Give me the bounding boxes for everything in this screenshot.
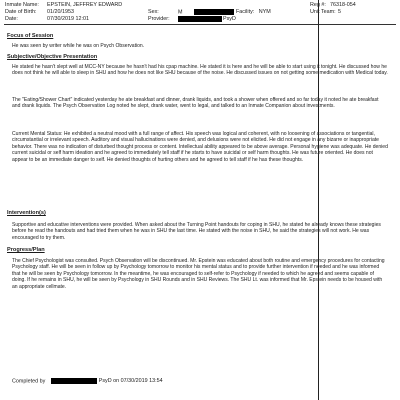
focus-text: He was seen by writer while he was on Psych Observation.: [12, 43, 145, 49]
reg-label: Reg #:: [310, 2, 326, 8]
redaction-bar: [178, 16, 222, 22]
reg-value: 76318-054: [330, 2, 356, 8]
provider-suffix: PsyD: [223, 16, 236, 23]
subjective-paragraph-3: Current Mental Status: He exhibited a neutral mood with a full range of affect. His speech was logical and coherent, with no loosening of associations or tangential, circumstantial or irrelevant speech. Auditory and visual hallucinations were denied, and delusions were not elicited. He did not engage in any bizarre or inappropriate behavior. There was no indication of disturbed thought process or content. Intellectual ability appeared to be above average. Personal hygiene was adequate. He denied current suicidal or self harm ideation and he agreed to immediately tell staff if he starts to have suicidal or self harm thoughts. He was future oriented. He does not appear to be an immediate danger to self. He denied thoughts of hurting others and he agreed to tell staff if he has these thoughts.: [12, 131, 388, 163]
sex-label: Sex:: [148, 9, 159, 16]
facility-label: Facility:: [236, 9, 255, 16]
header-row-3: [5, 16, 89, 23]
subjective-title: Subjective/Objective Presentation: [7, 54, 98, 60]
subjective-paragraph-2: The "Eating/Shower Chart" indicated yesterday he ate breakfast and dinner, drank liquids, and took a shower when offered and so far today it noted he ate breakfast and drank liquids. The Psych Observation Log noted he slept, drank water, went to legal, and talked to an Inmate Companion about investments.: [12, 97, 379, 110]
redaction-bar: [194, 9, 234, 15]
provider-row: [148, 16, 236, 23]
dob-value: 01/20/1953: [47, 9, 74, 15]
unit-value: 5: [338, 9, 341, 15]
completed-by-suffix: PsyD on 07/30/2019 13:54: [98, 378, 163, 385]
inmate-name-label: Inmate Name:: [5, 2, 39, 8]
interventions-title: Intervention(s): [7, 210, 46, 216]
completed-by-line: [12, 378, 163, 384]
unit-label: Unit Team:: [310, 9, 336, 15]
sex-value: M: [178, 9, 183, 16]
header-row-2: [5, 9, 74, 16]
completed-by-label: Completed by: [12, 378, 46, 385]
scan-fold-line: [318, 0, 319, 400]
subjective-paragraph-1: He stated he hasn't slept well at MCC-NY because he hasn't had his cpap machine. He stated it is here and he will be able to start using it tonight. He discussed how he does not think he will able to sleep in SHU and how he does not like SHU because of the noise. He discussed issues on not getting some medication with Medical today.: [12, 64, 388, 77]
facility-value: NYM: [258, 9, 271, 16]
inmate-name-value: EPSTEIN, JEFFREY EDWARD: [47, 2, 123, 8]
dob-label: Date of Birth:: [5, 9, 37, 15]
interventions-text: Supportive and educative interventions were provided. When asked about the Turning Point handouts for coping in SHU, he stated he already knows these strategies before he read the handouts and had tried them when he was in SHU the last time. He stated with the noise in SHU, he said the strategies will not work. He was encouraged to try them.: [12, 222, 381, 241]
progress-title: Progress/Plan: [7, 247, 45, 253]
header-divider: [4, 24, 396, 25]
date-label: Date:: [5, 16, 18, 22]
redaction-bar: [51, 378, 97, 384]
header-row-1: [5, 2, 122, 9]
focus-title: Focus of Session: [7, 33, 54, 39]
date-value: 07/30/2019 12:01: [47, 16, 89, 22]
reg-row: [310, 2, 356, 9]
unit-row: [310, 9, 341, 16]
progress-text: The Chief Psychologist was consulted. Psych Observation will be discontinued. Mr. Epstein was educated about both routine and emergency procedures for contacting Psychology staff. He will be seen in follow up by Psychology tomorrow to monitor his mental status and to provide further intervention if needed and he was informed that he will be seen by Psychology tomorrow. In the meantime, he was encouraged to self-refer to Psychology if needed to which he agreed and seems capable of doing. If he remains in SHU, he will be seen by Psychology in SHU Rounds and in SHU Reviews. The SHU Lt. was informed that Mr. Epstein needs to be housed with an appropriate cellmate.: [12, 258, 385, 290]
provider-label: Provider:: [148, 16, 170, 23]
